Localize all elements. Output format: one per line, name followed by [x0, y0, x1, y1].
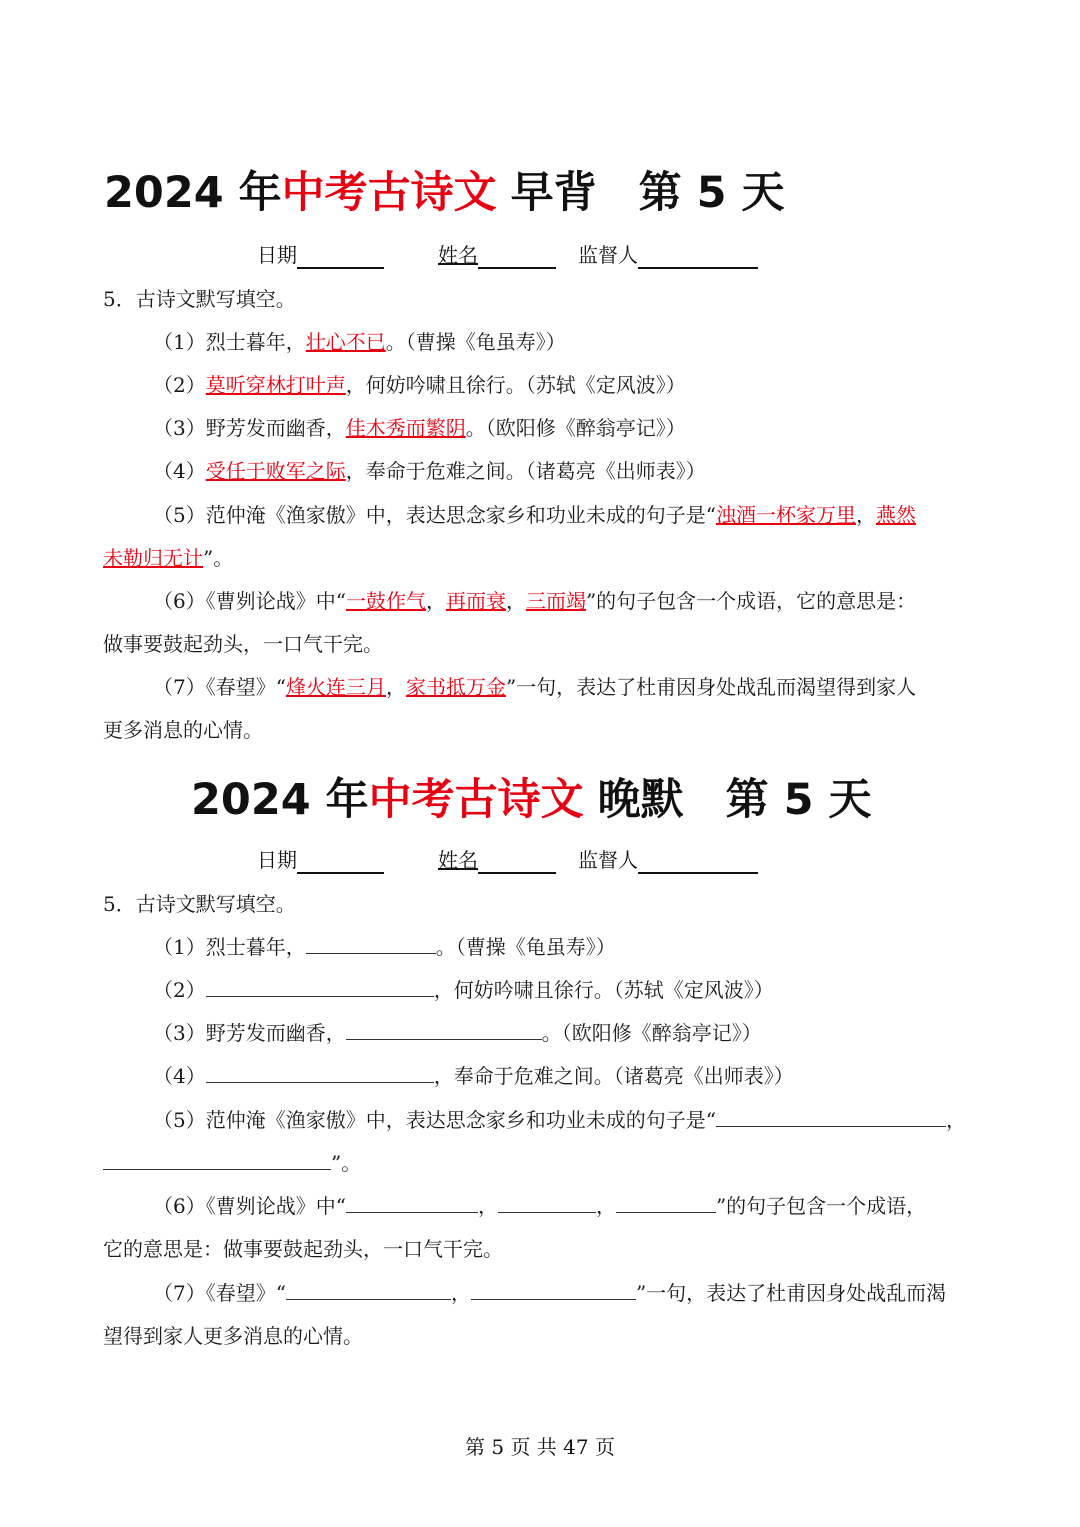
- morning-q7: [153, 673, 916, 701]
- q1-blank[interactable]: [306, 933, 436, 954]
- q7-blank-1[interactable]: [286, 1279, 451, 1300]
- evening-q3: [153, 1019, 762, 1047]
- q7-comma: ，: [385, 675, 406, 699]
- q5-blank-2[interactable]: [103, 1149, 331, 1170]
- supervisor-label: 监督人: [578, 243, 638, 267]
- q3-text: （3）野芳发而幽香，: [153, 1021, 346, 1045]
- q5-text: （5）范仲淹《渔家傲》中，表达思念家乡和功业未成的句子是“: [153, 1108, 716, 1132]
- q4-source: ，奉命于危难之间。（诸葛亮《出师表》）: [345, 459, 706, 483]
- supervisor-field[interactable]: [638, 245, 758, 269]
- q3-answer: 佳木秀而繁阴: [345, 416, 466, 440]
- q6-text: （6）《曹刿论战》中“: [153, 1194, 346, 1218]
- title-subject: 中考古诗文: [368, 775, 584, 825]
- name-label: 姓名: [438, 848, 478, 872]
- evening-q6: [153, 1192, 926, 1220]
- q6-blank-3[interactable]: [616, 1192, 716, 1213]
- evening-info-row: [257, 846, 758, 874]
- morning-q5: [153, 501, 916, 529]
- q7-rest: ”一句，表达了杜甫因身处战乱而渴望得到家人: [505, 675, 917, 699]
- q6-text: （6）《曹刿论战》中“: [153, 589, 346, 613]
- q2-source: ，何妨吟啸且徐行。（苏轼《定风波》）: [345, 373, 686, 397]
- q1-text: （1）烈士暮年，: [153, 935, 306, 959]
- q2-text: （2）: [153, 373, 206, 397]
- title-year: 2024 年: [104, 168, 282, 218]
- q3-source: 。（欧阳修《醉翁亭记》）: [541, 1021, 762, 1045]
- q7-answer-2: 家书抵万金: [405, 675, 506, 699]
- title-subject: 中考古诗文: [281, 168, 497, 218]
- q7-text: （7）《春望》“: [153, 1281, 286, 1305]
- morning-title: [0, 167, 1080, 219]
- morning-q1: [153, 328, 566, 356]
- q7-answer-1: 烽火连三月: [285, 675, 386, 699]
- q7-text: （7）《春望》“: [153, 675, 286, 699]
- q6-blank-1[interactable]: [346, 1192, 478, 1213]
- q5-blank-1[interactable]: [716, 1106, 946, 1127]
- q3-text: （3）野芳发而幽香，: [153, 416, 346, 440]
- q1-source: 。（曹操《龟虽寿》）: [385, 330, 566, 354]
- morning-q4: [153, 457, 706, 485]
- name-field[interactable]: [478, 850, 556, 874]
- morning-q7-cont: 更多消息的心情。: [103, 718, 263, 742]
- q7-comma: ，: [450, 1281, 471, 1305]
- q6-comma-2: ，: [595, 1194, 616, 1218]
- morning-question: 5．古诗文默写填空。: [103, 287, 296, 311]
- evening-q5: [153, 1106, 966, 1134]
- q2-text: （2）: [153, 978, 206, 1002]
- morning-q6-cont: 做事要鼓起劲头，一口气干完。: [103, 632, 383, 656]
- q5-comma: ，: [945, 1108, 966, 1132]
- q6-rest: ”的句子包含一个成语，它的意思是：: [585, 589, 917, 613]
- morning-q6: [153, 587, 916, 615]
- evening-question: 5．古诗文默写填空。: [103, 892, 296, 916]
- evening-q2: [153, 976, 774, 1004]
- morning-q2: [153, 371, 686, 399]
- q4-source: ，奉命于危难之间。（诸葛亮《出师表》）: [433, 1064, 794, 1088]
- q4-text: （4）: [153, 459, 206, 483]
- q6-rest: ”的句子包含一个成语，: [715, 1194, 927, 1218]
- q7-blank-2[interactable]: [471, 1279, 636, 1300]
- date-field[interactable]: [297, 850, 384, 874]
- evening-title: [0, 774, 1080, 826]
- name-field[interactable]: [478, 245, 556, 269]
- q6-comma-1: ，: [477, 1194, 498, 1218]
- q6-answer-2: 再而衰: [445, 589, 506, 613]
- q7-rest: ”一句，表达了杜甫因身处战乱而渴: [635, 1281, 947, 1305]
- evening-q5-cont: [103, 1149, 361, 1177]
- supervisor-field[interactable]: [638, 850, 758, 874]
- q5-answer-2b: 未勒归无计: [103, 546, 203, 570]
- morning-q5-cont: [103, 544, 233, 572]
- title-day: 第 5 天: [638, 168, 785, 218]
- title-mode: 早背: [510, 168, 597, 218]
- evening-q1: [153, 933, 616, 961]
- q3-blank[interactable]: [346, 1019, 542, 1040]
- q6-blank-2[interactable]: [498, 1192, 596, 1213]
- q4-blank[interactable]: [206, 1062, 434, 1083]
- morning-q3: [153, 414, 686, 442]
- title-year: 2024 年: [191, 775, 369, 825]
- evening-q7: [153, 1279, 946, 1307]
- date-label: 日期: [257, 848, 297, 872]
- q5-answer-1: 浊酒一杯家万里: [715, 503, 856, 527]
- q2-source: ，何妨吟啸且徐行。（苏轼《定风波》）: [433, 978, 774, 1002]
- title-day: 第 5 天: [725, 775, 872, 825]
- q6-answer-3: 三而竭: [525, 589, 586, 613]
- q5-comma: ，: [855, 503, 876, 527]
- q5-end: ”。: [331, 1151, 362, 1175]
- evening-q6-cont: 它的意思是：做事要鼓起劲头，一口气干完。: [103, 1237, 503, 1261]
- morning-info-row: [257, 241, 758, 269]
- date-field[interactable]: [297, 245, 384, 269]
- q5-answer-2a: 燕然: [875, 503, 916, 527]
- q3-source: 。（欧阳修《醉翁亭记》）: [465, 416, 686, 440]
- evening-q4: [153, 1062, 794, 1090]
- name-label: 姓名: [438, 243, 478, 267]
- q1-text: （1）烈士暮年，: [153, 330, 306, 354]
- q2-answer: 莫听穿林打叶声: [205, 373, 346, 397]
- date-label: 日期: [257, 243, 297, 267]
- q1-source: 。（曹操《龟虽寿》）: [435, 935, 616, 959]
- q5-text: （5）范仲淹《渔家傲》中，表达思念家乡和功业未成的句子是“: [153, 503, 716, 527]
- evening-q7-cont: 望得到家人更多消息的心情。: [103, 1324, 363, 1348]
- q6-answer-1: 一鼓作气: [345, 589, 426, 613]
- page-footer: 第 5 页 共 47 页: [465, 1435, 615, 1459]
- q1-answer: 壮心不已: [305, 330, 386, 354]
- q5-end: ”。: [203, 546, 234, 570]
- supervisor-label: 监督人: [578, 848, 638, 872]
- title-mode: 晚默: [597, 775, 684, 825]
- q6-comma-2: ，: [505, 589, 526, 613]
- q4-text: （4）: [153, 1064, 206, 1088]
- q4-answer: 受任于败军之际: [205, 459, 346, 483]
- q2-blank[interactable]: [206, 976, 434, 997]
- q6-comma-1: ，: [425, 589, 446, 613]
